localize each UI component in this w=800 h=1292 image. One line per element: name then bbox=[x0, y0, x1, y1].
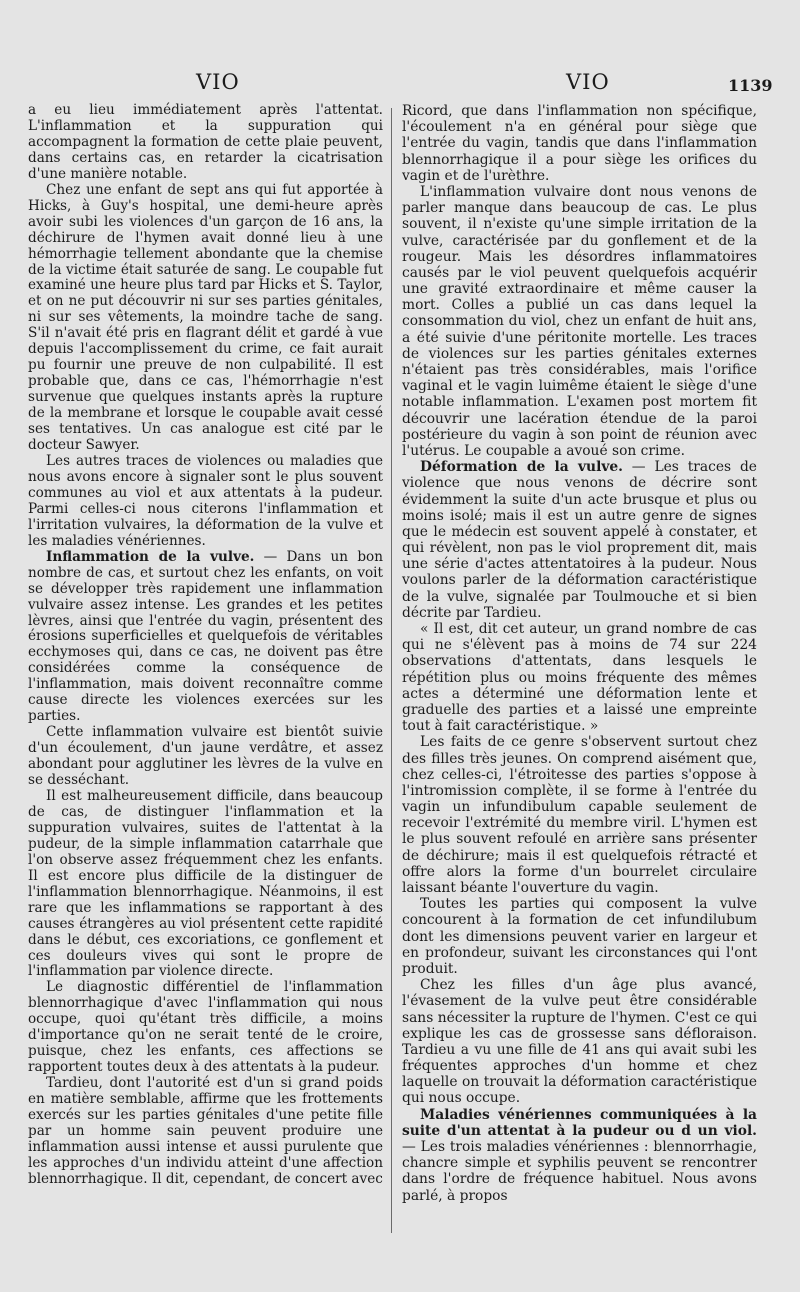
paragraph-text: Le diagnostic différentiel de l'inflammation blennorrhagique d'avec l'inflammation qui nous occupe, quoi qu'étant très difficile, a moins d'importance qu'on ne serait tenté de le croire, puisque, chez les enfants, ces affections se rapportent toutes deux à des attentats à la pudeur. bbox=[28, 979, 383, 1076]
paragraph bbox=[402, 734, 757, 896]
paragraph-text: Chez une enfant de sept ans qui fut apportée à Hicks, à Guy's hospital, une demi-heure après avoir subi les violences d'un garçon de 16 ans, la déchirure de l'hymen avait donné lieu à une hémorrhagie tellement abondante que la chemise de la victime était saturée de sang. Le coupable fut examiné une heure plus tard par Hicks et S. Taylor, et on ne put découvrir ni sur ses parties génitales, ni sur ses vêtements, la moindre tache de sang. S'il n'avait été pris en flagrant délit et gardé à vue depuis l'accomplissement du crime, ce fait aurait pu fournir une preuve de non culpabilité. Il est probable que, dans ce cas, l'hémorrhagie n'est survenue que quelques instants après la rupture de la membrane et lorsque le coupable avait cessé ses tentatives. Un cas analogue est cité par le docteur Sawyer. bbox=[28, 181, 383, 454]
paragraph bbox=[28, 183, 383, 454]
paragraph bbox=[402, 896, 757, 977]
running-head-right: VIO bbox=[566, 70, 610, 94]
paragraph bbox=[402, 1107, 757, 1204]
section-heading: Maladies vénériennes communiquées à la suite d'un attentat à la pudeur ou d un viol. bbox=[402, 1106, 757, 1139]
paragraph bbox=[28, 725, 383, 789]
paragraph bbox=[28, 454, 383, 550]
paragraph-text: Cette inflammation vulvaire est bientôt suivie d'un écoulement, d'un jaune verdâtre, et assez abondant pour agglutiner les lèvres de la vulve en se desséchant. bbox=[28, 724, 383, 789]
paragraph-text: Ricord, que dans l'inflammation non spécifique, l'écoulement n'a en général pour siège que l'entrée du vagin, tandis que dans l'inflammation blennorrhagique il a pour siège les orifices du vagin et de l'urèthre. bbox=[402, 103, 757, 184]
paragraph bbox=[402, 621, 757, 734]
paragraph-text: a eu lieu immédiatement après l'attentat. L'inflammation et la suppuration qui accompagnent la formation de cette plaie peuvent, dans certains cas, en retarder la cicatrisation d'une manière notable. bbox=[28, 102, 383, 182]
paragraph-text: Chez les filles d'un âge plus avancé, l'évasement de la vulve peut être considérable sans nécessiter la rupture de l'hymen. C'est ce qui explique les cas de grossesse sans défloraison. Tardieu a vu une fille de 41 ans qui avait subi les fréquentes approches d'un homme et chez laquelle on trouvait la déformation caractéristique qui nous occupe. bbox=[402, 977, 757, 1107]
paragraph-text: — Dans un bon nombre de cas, et surtout chez les enfants, on voit se développer très rapidement une inflammation vulvaire assez intense. Les grandes et les petites lèvres, ainsi que l'entrée du vagin, présentent des érosions superficielles et quelquefois de véritables ecchymoses qui, dans ce cas, ne doivent pas être considérées comme la conséquence de l'inflammation, mais doivent reconnaître comme cause directe les violences exercées sur les parties. bbox=[28, 548, 383, 725]
paragraph-text: « Il est, dit cet auteur, un grand nombre de cas qui ne s'élèvent pas à moins de 74 sur 224 observations d'attentats, dans lesquels le répétition plus ou moins fréquente des mêmes actes a déterminé une déformation lente et graduelle des parties et a laissé une empreinte tout à fait caractéristique. » bbox=[402, 621, 757, 735]
section-heading: Déformation de la vulve. bbox=[420, 459, 623, 476]
paragraph-text: — Les trois maladies vénériennes : blennorrhagie, chancre simple et syphilis peuvent se rencontrer dans l'ordre de fréquence habituel. Nous avons parlé, à propos bbox=[402, 1139, 757, 1204]
right-column bbox=[402, 103, 757, 1204]
paragraph-text: — Les traces de violence que nous venons de décrire sont évidemment la suite d'un acte brusque et plus ou moins isolé; mais il est un autre genre de signes que le médecin est souvent appelé à constater, et qui révèlent, non pas le viol proprement dit, mais une série d'actes attentatoires à la pudeur. Nous voulons parler de la déformation caractéristique de la vulve, signalée par Toulmouche et si bien décrite par Tardieu. bbox=[402, 459, 757, 621]
column-divider bbox=[391, 108, 392, 1233]
paragraph bbox=[402, 459, 757, 621]
paragraph bbox=[28, 103, 383, 183]
paragraph-text: Tardieu, dont l'autorité est d'un si grand poids en matière semblable, affirme que les frottements exercés sur les parties génitales d'une petite fille par un homme sain peuvent produire une inflammation aussi intense et aussi purulente que les approches d'un individu atteint d'une affection blennorrhagique. Il dit, cependant, de concert avec bbox=[28, 1075, 383, 1187]
page-number: 1139 bbox=[728, 76, 773, 95]
paragraph-text: Les faits de ce genre s'observent surtout chez des filles très jeunes. On comprend aisément que, chez celles-ci, l'étroitesse des parties s'oppose à l'intromission complète, il se forme à l'entrée du vagin un infundibulum capable seulement de recevoir l'extrémité du membre viril. L'hymen est le plus souvent refoulé en arrière sans présenter de déchirure; mais il est quelquefois rétracté et offre alors la forme d'un bourrelet circulaire laissant béante l'ouverture du vagin. bbox=[402, 734, 757, 896]
paragraph-text: L'inflammation vulvaire dont nous venons de parler manque dans beaucoup de cas. Le plus souvent, il n'existe qu'une simple irritation de la vulve, caractérisée par du gonflement et de la rougeur. Mais les désordres inflammatoires causés par le viol peuvent quelquefois acquérir une gravité extraordinaire et même causer la mort. Colles a publié un cas dans lequel la consommation du viol, chez un enfant de huit ans, a été suivie d'une péritonite mortelle. Les traces de violences sur les parties génitales externes n'étaient pas très considérables, mais l'orifice vaginal et le vagin luimême étaient le siège d'une notable inflammation. L'examen post mortem fit découvrir une lacération étendue de la paroi postérieure du vagin à son point de réunion avec l'utérus. Le coupable a avoué son crime. bbox=[402, 183, 757, 459]
section-heading: Inflammation de la vulve. bbox=[46, 548, 255, 565]
paragraph bbox=[28, 1076, 383, 1188]
left-column bbox=[28, 103, 383, 1188]
running-head-left: VIO bbox=[196, 70, 240, 94]
paragraph bbox=[402, 103, 757, 184]
paragraph bbox=[402, 184, 757, 459]
paragraph bbox=[402, 977, 757, 1107]
paragraph bbox=[28, 789, 383, 980]
paragraph-text: Les autres traces de violences ou maladies que nous avons encore à signaler sont le plus souvent communes au viol et aux attentats à la pudeur. Parmi celles-ci nous citerons l'inflammation et l'irritation vulvaires, la déformation de la vulve et les maladies vénériennes. bbox=[28, 452, 383, 549]
paragraph bbox=[28, 980, 383, 1076]
paragraph-text: Il est malheureusement difficile, dans beaucoup de cas, de distinguer l'inflammation et la suppuration vulvaires, suites de l'attentat à la pudeur, de la simple inflammation catarrhale que l'on observe assez fréquemment chez les enfants. Il est encore plus difficile de la distinguer de l'inflammation blennorrhagique. Néanmoins, il est rare que les inflammations se rapportant à des causes étrangères au viol présentent cette rapidité dans le début, ces excoriations, ce gonflement et ces douleurs vives qui sont le propre de l'inflammation par violence directe. bbox=[28, 787, 383, 980]
paragraph bbox=[28, 550, 383, 725]
paragraph-text: Toutes les parties qui composent la vulve concourent à la formation de cet infundilubum dont les dimensions peuvent varier en largeur et en profondeur, suivant les circonstances qui l'ont produit. bbox=[402, 896, 757, 977]
